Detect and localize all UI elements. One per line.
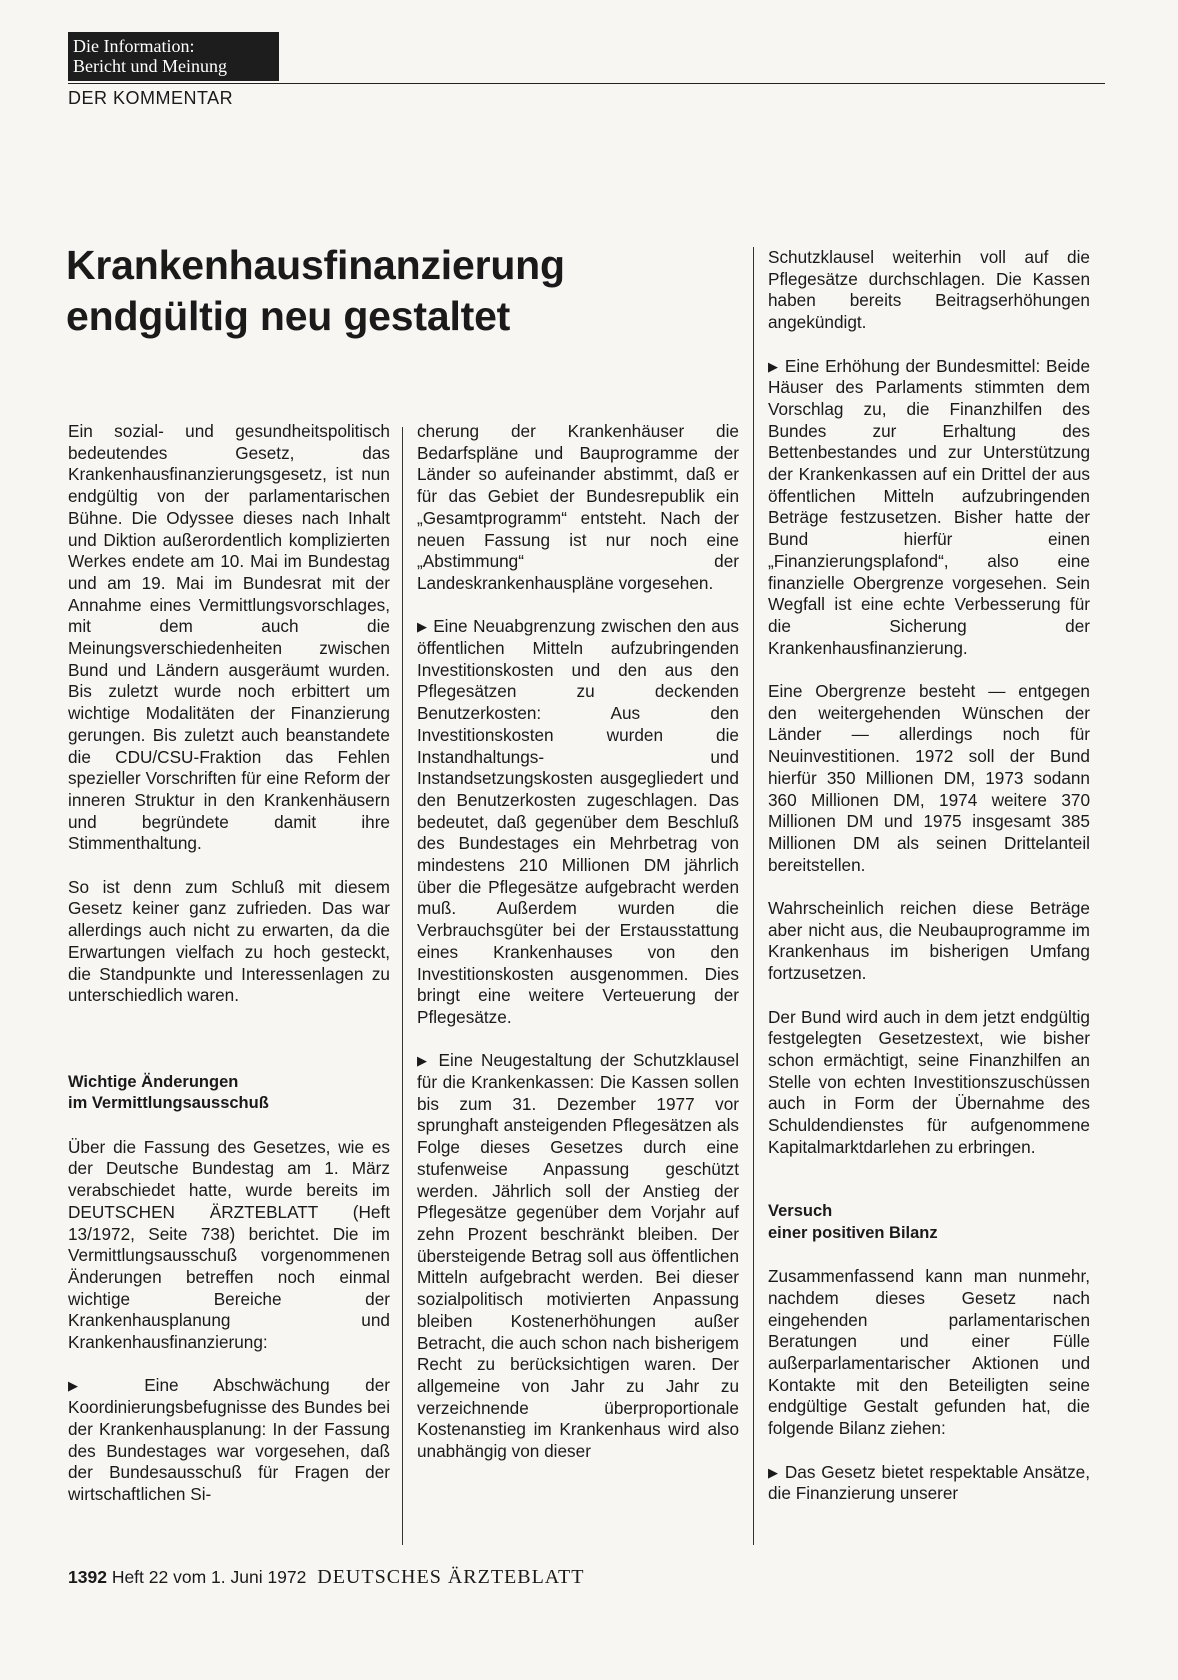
article-column-2 <box>417 421 739 1484</box>
article-column-3 <box>768 247 1090 1527</box>
bullet-arrow-icon: ▶ <box>417 1053 431 1069</box>
journal-name: DEUTSCHES ÄRZTEBLATT <box>317 1566 585 1588</box>
paragraph: cherung der Krankenhäuser die Bedarfspläne und Bauprogramme der Länder so aufeinander abstimmt, daß er für das Gebiet der Bundesrepublik ein „Gesamtprogramm“ entsteht. Nach der neuen Fassung ist nur noch eine „Abstimmung“ der Landeskrankenhauspläne vorgesehen. <box>417 421 739 593</box>
issue-info: Heft 22 vom 1. Juni 1972 <box>111 1567 307 1587</box>
article-title <box>66 240 666 342</box>
badge-line-1: Die Information: <box>73 36 195 56</box>
bullet-paragraph <box>417 1050 739 1462</box>
spacer <box>768 1180 1090 1201</box>
paragraph: Zusammenfassend kann man nunmehr, nachdem dieses Gesetz nach eingehenden parlamentarischen Beratungen und einer Fülle außerparlamentarischer Aktionen und Kontakte mit den Beteiligten seine endgültige Gestalt gefunden hat, die folgende Bilanz ziehen: <box>768 1266 1090 1439</box>
subheading-changes <box>68 1072 390 1115</box>
paragraph: Der Bund wird auch in dem jetzt endgültig festgelegten Gesetzestext, wie bisher schon ermächtigt, seine Finanzhilfen an Stelle von echten Investitionszuschüssen auch in Form der Übernahme des Schuldendienstes für aufgenommene Kapitalmarktdarlehen zu erbringen. <box>768 1006 1090 1157</box>
bullet-text: Eine Erhöhung der Bundesmittel: Beide Häuser des Parlaments stimmten dem Vorschlag zu, die Finanzhilfen des Bundes zur Erhaltung des Bettenbestandes und zur Unterstützung der Krankenkassen auf ein Drittel der aus öffentlichen Mitteln aufzubringenden Beträge festzusetzen. Bisher hatte der Bund hierfür einen „Finanzierungsplafond“, also eine finanzielle Obergrenze vorgesehen. Sein Wegfall ist eine echte Verbesserung für die Sicherung der Krankenhausfinanzierung. <box>768 355 1091 658</box>
bullet-paragraph <box>68 1375 390 1505</box>
subheading-line-1: Wichtige Änderungen <box>68 1072 239 1091</box>
bullet-paragraph <box>768 356 1090 660</box>
title-line-2: endgültig neu gestaltet <box>66 293 511 339</box>
bullet-arrow-icon: ▶ <box>768 358 780 374</box>
bullet-arrow-icon: ▶ <box>417 619 428 635</box>
article-column-1 <box>68 421 390 1527</box>
bullet-arrow-icon: ▶ <box>768 1464 780 1480</box>
paragraph: So ist denn zum Schluß mit diesem Gesetz keiner ganz zufrieden. Das war allerdings auch nicht zu erwarten, da die Erwartungen vielfach zu hoch gesteckt, die Standpunkte und Interessenlagen zu unterschiedlich waren. <box>68 876 390 1006</box>
title-line-1: Krankenhausfinanzierung <box>66 242 565 288</box>
subheading-line-2: einer positiven Bilanz <box>768 1223 938 1242</box>
page-footer <box>68 1566 584 1589</box>
bullet-text: Eine Neugestaltung der Schutzklausel für die Krankenkassen: Die Kassen sollen bis zum 31. Dezember 1977 vor sprunghaft ansteigenden Pflegesätzen als Folge dieses Gesetzes durch eine stufenweise Anpassung geschützt werden. Jährlich soll der Anstieg der Pflegesätze gegenüber dem Vorjahr auf zehn Prozent beschränkt bleiben. Der übersteigende Betrag soll aus öffentlichen Mitteln aufgebracht werden. Bei dieser sozialpolitisch motivierten Anpassung bleiben Kostenerhöhungen außer Betracht, die auch schon nach bisherigem Recht zu berücksichtigen waren. Der allgemeine von Jahr zu Jahr zu verzeichnende überproportionale Kostenanstieg im Krankenhaus wird also unabhängig von dieser <box>417 1050 740 1462</box>
spacer <box>68 1029 390 1072</box>
paragraph: Eine Obergrenze besteht — entgegen den weitergehenden Wünschen der Länder — allerdings noch für Neuinvestitionen. 1972 soll der Bund hierfür 350 Millionen DM, 1973 sodann 360 Millionen DM, 1974 weitere 370 Millionen DM und 1975 insgesamt 385 Millionen DM als seinen Drittelanteil bereitstellen. <box>768 681 1090 875</box>
paragraph: Schutzklausel weiterhin voll auf die Pflegesätze durchschlagen. Die Kassen haben bereits Beitragserhöhungen angekündigt. <box>768 247 1090 333</box>
bullet-text: Eine Neuabgrenzung zwischen den aus öffentlichen Mitteln aufzubringenden Investitionskosten und den aus den Pflegesätzen zu deckenden Benutzerkosten: Aus den Investitionskosten wurden die Instandhaltungs- und Instandsetzungskosten ausgegliedert und den Benutzerkosten zugeschlagen. Das bedeutet, daß gegenüber dem Beschluß des Bundestages ein Mehrbetrag von mindestens 210 Millionen DM jährlich über die Pflegesätze aufgebracht werden muß. Außerdem wurden die Verbrauchsgüter bei der Erstausstattung eines Krankenhauses von den Investitionskosten ausgenommen. Dies bringt eine weitere Verteuerung der Pflegesätze. <box>417 616 739 1027</box>
column-divider <box>402 427 403 1545</box>
page-number: 1392 <box>68 1567 107 1587</box>
paragraph: Ein sozial- und gesundheitspolitisch bedeutendes Gesetz, das Krankenhausfinanzierungsgesetz, ist nun endgültig von der parlamentarischen Bühne. Die Odyssee dieses nach Inhalt und Diktion außerordentlich komplizierten Werkes endete am 10. Mai im Bundestag und am 19. Mai im Bundesrat mit der Annahme eines Vermittlungsvorschlages, mit dem auch die Meinungsverschiedenheiten zwischen Bund und Ländern ausgeräumt wurden. Bis zuletzt wurde noch erbittert um wichtige Modalitäten der Finanzierung gerungen. Bis zuletzt auch beanstandete die CDU/CSU-Fraktion das Fehlen spezieller Vorschriften für eine Reform der inneren Struktur in den Krankenhäusern und begründete damit ihre Stimmenthaltung. <box>68 421 390 854</box>
badge-line-2: Bericht und Meinung <box>73 56 227 76</box>
subheading-line-2: im Vermittlungsausschuß <box>68 1094 269 1113</box>
bullet-text: Das Gesetz bietet respektable Ansätze, die Finanzierung unserer <box>768 1461 1091 1504</box>
bullet-paragraph <box>768 1462 1090 1505</box>
bullet-arrow-icon: ▶ <box>68 1378 109 1394</box>
section-label: DER KOMMENTAR <box>68 88 234 108</box>
paragraph: Über die Fassung des Gesetzes, wie es der Deutsche Bundestag am 1. März verabschiedet hatte, wurde bereits im DEUTSCHEN ÄRZTEBLATT (Heft 13/1972, Seite 738) berichtet. Die im Vermittlungsausschuß vorgenommenen Änderungen betreffen noch einmal wichtige Bereiche der Krankenhausplanung und Krankenhausfinanzierung: <box>68 1136 390 1353</box>
bullet-paragraph <box>417 616 739 1028</box>
paragraph: Wahrscheinlich reichen diese Beträge aber nicht aus, die Neubauprogramme im Krankenhaus im bisherigen Umfang fortzusetzen. <box>768 898 1090 984</box>
subheading-balance <box>768 1201 1090 1244</box>
bullet-text: Eine Abschwächung der Koordinierungsbefugnisse des Bundes bei der Krankenhausplanung: In der Fassung des Bundestages war vorgesehen, daß der Bundesausschuß für Fragen der wirtschaftlichen Si- <box>68 1375 391 1504</box>
publication-badge <box>68 32 279 81</box>
subheading-line-1: Versuch <box>768 1202 833 1221</box>
column-divider <box>753 247 754 1545</box>
header-rule <box>68 83 1105 84</box>
